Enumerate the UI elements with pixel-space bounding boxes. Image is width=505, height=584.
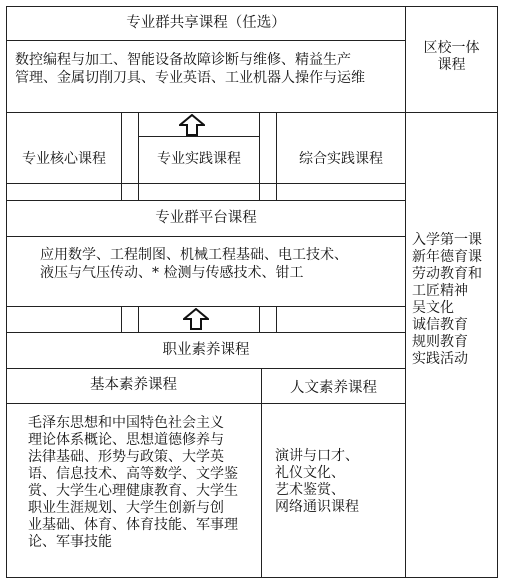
bottom-split-divider xyxy=(261,368,262,578)
humanities-title: 人文素养课程 xyxy=(290,380,377,396)
right-activity-8: 实践活动 xyxy=(412,351,468,367)
basic-literacy-line: 论、军事技能 xyxy=(28,534,112,550)
practice-courses-label: 专业实践课程 xyxy=(157,151,241,167)
comprehensive-practice-label: 综合实践课程 xyxy=(299,151,383,167)
humanities-line: 礼仪文化、 xyxy=(275,465,345,481)
right-activity-4: 工匠精神 xyxy=(412,283,468,299)
basic-literacy-line: 毛泽东思想和中国特色社会主义 xyxy=(28,415,224,431)
basic-literacy-line: 职业生涯规划、大学生创新与创 xyxy=(28,500,224,516)
humanities-line: 艺术鉴赏、 xyxy=(275,482,345,498)
right-activity-3: 劳动教育和 xyxy=(412,266,482,282)
practice-row-bottom xyxy=(6,200,406,201)
up-arrow-icon xyxy=(179,114,205,136)
basic-literacy-line: 赏、大学生心理健康教育、大学生 xyxy=(28,483,238,499)
platform-courses-line1: 应用数学、工程制图、机械工程基础、电工技术、 xyxy=(40,247,348,263)
platform-title-divider xyxy=(6,236,406,237)
platform-courses-title: 专业群平台课程 xyxy=(155,210,257,226)
band-line xyxy=(276,306,277,332)
shared-courses-title: 专业群共享课程（任选） xyxy=(126,15,286,31)
platform-bottom xyxy=(6,306,406,307)
vocational-bottom xyxy=(6,368,406,369)
humanities-line: 演讲与口才、 xyxy=(275,448,359,464)
right-column-divider xyxy=(405,6,406,578)
right-activity-1: 入学第一课 xyxy=(412,232,482,248)
shared-section-bottom xyxy=(6,112,498,113)
basic-literacy-line: 理论体系概论、思想道德修养与 xyxy=(28,432,224,448)
school-enterprise-line2: 课程 xyxy=(437,57,466,73)
right-activity-6: 诚信教育 xyxy=(412,317,468,333)
up-arrow-icon xyxy=(183,308,209,330)
school-enterprise-line1: 区校一体 xyxy=(423,40,480,56)
core-courses-label: 专业核心课程 xyxy=(22,151,106,167)
shared-courses-line1: 数控编程与加工、智能设备故障诊断与维修、精益生产 xyxy=(15,52,351,68)
basic-literacy-line: 法律基础、形势与政策、大学英 xyxy=(28,449,224,465)
right-activity-2: 新年德育课 xyxy=(412,249,482,265)
humanities-title-divider xyxy=(261,403,406,404)
platform-courses-line2: 液压与气压传动、* 检测与传感技术、钳工 xyxy=(40,265,304,281)
vocational-courses-title: 职业素养课程 xyxy=(162,342,250,358)
right-activity-7: 规则教育 xyxy=(412,334,468,350)
shared-title-divider xyxy=(6,40,406,41)
band-line xyxy=(138,306,139,332)
right-activity-5: 吴文化 xyxy=(412,300,454,316)
basic-literacy-title: 基本素养课程 xyxy=(90,377,177,393)
band-line xyxy=(121,306,122,332)
humanities-line: 网络通识课程 xyxy=(275,499,359,515)
band-line xyxy=(259,306,260,332)
vocational-top xyxy=(6,332,406,333)
practice-row-mid xyxy=(6,183,406,184)
basic-literacy-line: 业基础、体育、体育技能、军事理 xyxy=(28,517,238,533)
shared-courses-line2: 管理、金属切削刀具、专业英语、工业机器人操作与运维 xyxy=(15,70,365,86)
practice-top xyxy=(138,136,260,137)
basic-title-divider xyxy=(6,403,262,404)
basic-literacy-line: 语、信息技术、高等数学、文学鉴 xyxy=(28,466,238,482)
